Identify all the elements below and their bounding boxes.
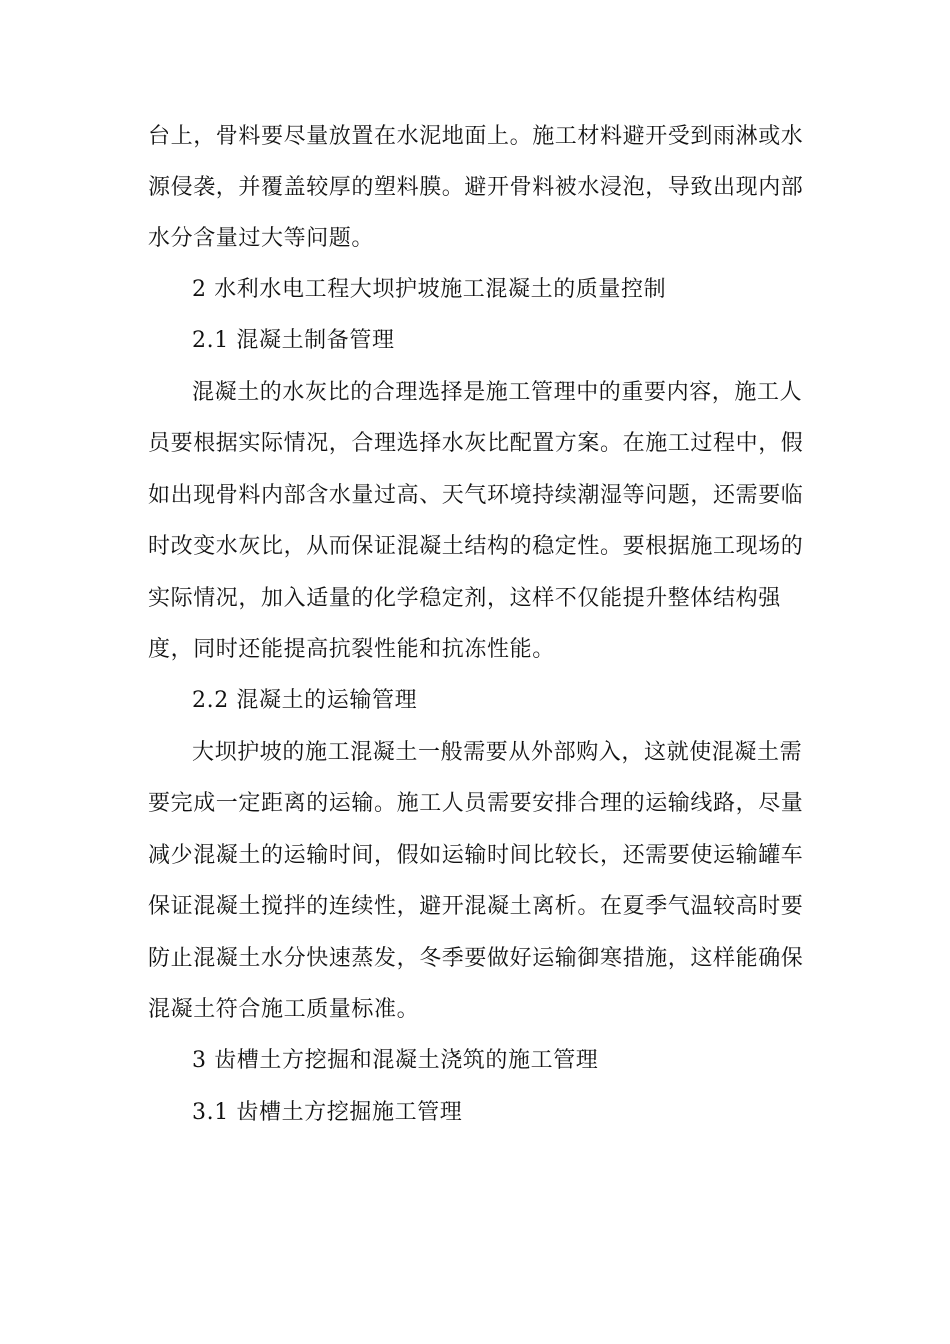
text-line: 水分含量过大等问题。 (148, 226, 375, 251)
text-line: 度，同时还能提高抗裂性能和抗冻性能。 (148, 637, 555, 662)
text-line: 员要根据实际情况，合理选择水灰比配置方案。在施工过程中，假 (148, 431, 804, 456)
subsection-heading: 2.2 混凝土的运输管理 (192, 688, 418, 713)
text-line: 源侵袭，并覆盖较厚的塑料膜。避开骨料被水浸泡，导致出现内部 (148, 175, 804, 200)
text-line: 混凝土符合施工质量标准。 (148, 997, 420, 1022)
section-heading: 2 水利水电工程大坝护坡施工混凝土的质量控制 (192, 277, 667, 302)
text-line: 保证混凝土搅拌的连续性，避开混凝土离析。在夏季气温较高时要 (148, 894, 804, 919)
subsection-heading: 3.1 齿槽土方挖掘施工管理 (192, 1100, 463, 1125)
text-line: 防止混凝土水分快速蒸发，冬季要做好运输御寒措施，这样能确保 (148, 946, 804, 971)
text-line: 时改变水灰比，从而保证混凝土结构的稳定性。要根据施工现场的 (148, 534, 804, 559)
subsection-heading: 2.1 混凝土制备管理 (192, 328, 395, 353)
text-line: 减少混凝土的运输时间，假如运输时间比较长，还需要使运输罐车 (148, 843, 804, 868)
section-heading: 3 齿槽土方挖掘和混凝土浇筑的施工管理 (192, 1048, 599, 1073)
text-line: 大坝护坡的施工混凝土一般需要从外部购入，这就使混凝土需 (192, 740, 803, 765)
text-line: 台上，骨料要尽量放置在水泥地面上。施工材料避开受到雨淋或水 (148, 124, 804, 149)
text-line: 实际情况，加入适量的化学稳定剂，这样不仅能提升整体结构强 (148, 586, 781, 611)
text-line: 如出现骨料内部含水量过高、天气环境持续潮湿等问题，还需要临 (148, 483, 804, 508)
text-line: 混凝土的水灰比的合理选择是施工管理中的重要内容，施工人 (192, 380, 803, 405)
text-line: 要完成一定距离的运输。施工人员需要安排合理的运输线路，尽量 (148, 791, 804, 816)
